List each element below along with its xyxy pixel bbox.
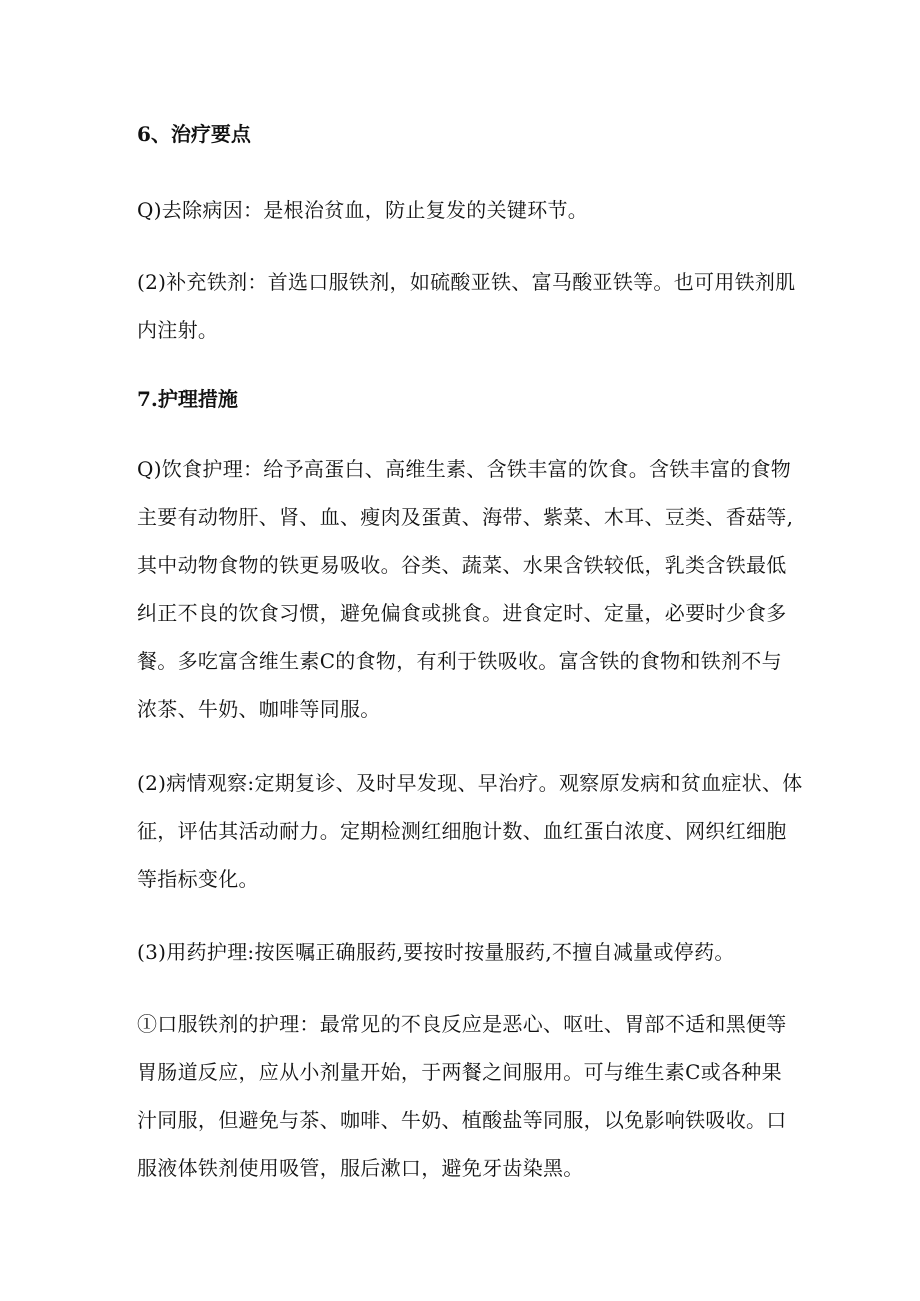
section-6-paragraph-1 — [137, 186, 797, 234]
text-line: 征，评估其活动耐力。定期检测红细胞计数、血红蛋白浓度、网织红细胞 — [137, 819, 787, 843]
section-7-paragraph-1 — [137, 445, 797, 733]
text-line: 浓茶、牛奶、咖啡等同服。 — [137, 697, 381, 721]
text-line: 主要有动物肝、肾、血、瘦肉及蛋黄、海带、紫菜、木耳、豆类、香菇等, — [137, 505, 794, 529]
section-6-heading: 6、治疗要点 — [137, 122, 251, 146]
text-line: (2)补充铁剂：首选口服铁剂，如硫酸亚铁、富马酸亚铁等。也可用铁剂肌 — [137, 270, 796, 294]
text-line: 服液体铁剂使用吸管，服后漱口，避免牙齿染黑。 — [137, 1156, 584, 1180]
text-line: Q)饮食护理：给予高蛋白、高维生素、含铁丰富的饮食。含铁丰富的食物 — [137, 457, 792, 481]
section-6-paragraph-2 — [137, 258, 797, 354]
text-line: 等指标变化。 — [137, 867, 259, 891]
section-7-paragraph-2 — [137, 759, 803, 903]
text-line: 餐。多吃富含维生素C的食物，有利于铁吸收。富含铁的食物和铁剂不与 — [137, 649, 782, 673]
text-line: ①口服铁剂的护理：最常见的不良反应是恶心、呕吐、胃部不适和黑便等 — [137, 1012, 787, 1036]
section-7-heading: 7.护理措施 — [137, 387, 238, 411]
section-7-paragraph-4 — [137, 1000, 797, 1192]
text-line: 内注射。 — [137, 318, 219, 342]
text-line: 汁同服，但避免与茶、咖啡、牛奶、植酸盐等同服，以免影响铁吸收。口 — [137, 1108, 787, 1132]
text-line: 胃肠道反应，应从小剂量开始，于两餐之间服用。可与维生素C或各种果 — [137, 1060, 782, 1084]
text-line: (2)病情观察:定期复诊、及时早发现、早治疗。观察原发病和贫血症状、体 — [137, 771, 803, 795]
section-7-paragraph-3 — [137, 928, 797, 976]
text-line: (3)用药护理:按医嘱正确服药,要按时按量服药,不擅自减量或停药。 — [137, 940, 735, 964]
text-line: 其中动物食物的铁更易吸收。谷类、蔬菜、水果含铁较低，乳类含铁最低 — [137, 553, 787, 577]
text-line: 纠正不良的饮食习惯，避免偏食或挑食。进食定时、定量，必要时少食多 — [137, 601, 787, 625]
text-line: Q)去除病因：是根治贫血，防止复发的关键环节。 — [137, 198, 589, 222]
